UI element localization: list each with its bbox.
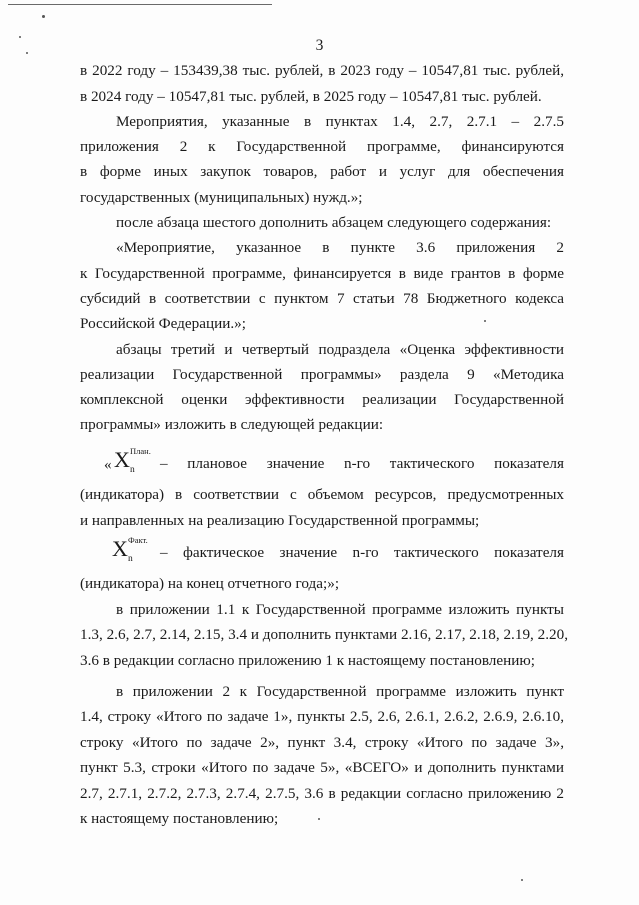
text-line: приложения 2 к Государственной программе, финансируются <box>80 138 564 155</box>
formula-plan <box>80 446 564 485</box>
text-line: 1.3, 2.6, 2.7, 2.14, 2.15, 3.4 и дополнить пунктами 2.16, 2.17, 2.18, 2.19, 2.20, <box>80 626 569 643</box>
formula-variable: X <box>112 536 128 561</box>
formula-open-quote: « <box>104 456 112 473</box>
text-line: Российской Федерации.»; <box>80 315 246 332</box>
formula-subscript: n <box>128 554 133 564</box>
scan-speck <box>318 818 320 820</box>
text-line: «Мероприятие, указанное в пункте 3.6 приложения 2 <box>116 239 564 256</box>
text-line: государственных (муниципальных) нужд.»; <box>80 189 363 206</box>
text-line: Мероприятия, указанные в пунктах 1.4, 2.7, 2.7.1 – 2.7.5 <box>116 113 564 130</box>
scan-top-line <box>8 4 272 5</box>
text-line: пункт 5.3, строки «Итого по задаче 5», «ВСЕГО» и дополнить пунктами <box>80 759 564 776</box>
formula-description: – фактическое значение n-го тактического показателя <box>160 544 564 561</box>
formula-subscript: n <box>130 465 135 475</box>
text-line: субсидий в соответствии с пунктом 7 статьи 78 Бюджетного кодекса <box>80 290 564 307</box>
text-line: строку «Итого по задаче 2», пункт 3.4, строку «Итого по задаче 3», <box>80 734 564 751</box>
text-line: комплексной оценки эффективности реализации Государственной <box>80 391 564 408</box>
page-number: 3 <box>315 37 324 54</box>
formula-superscript: Факт. <box>128 535 148 545</box>
text-line: реализации Государственной программы» раздела 9 «Методика <box>80 366 564 383</box>
text-line: абзацы третий и четвертый подраздела «Оценка эффективности <box>116 341 564 358</box>
formula-fact <box>80 535 564 574</box>
scan-speck <box>42 15 45 18</box>
formula-superscript: План. <box>130 446 151 456</box>
scan-speck <box>521 879 523 881</box>
text-line: в 2022 году – 153439,38 тыс. рублей, в 2023 году – 10547,81 тыс. рублей, <box>80 62 564 79</box>
text-line: после абзаца шестого дополнить абзацем следующего содержания: <box>116 214 552 231</box>
formula-variable: X <box>114 447 130 472</box>
text-line: 3.6 в редакции согласно приложению 1 к настоящему постановлению; <box>80 652 535 669</box>
text-line: 2.7, 2.7.1, 2.7.2, 2.7.3, 2.7.4, 2.7.5, 3.6 в редакции согласно приложению 2 <box>80 785 564 802</box>
text-line: в приложении 1.1 к Государственной программе изложить пункты <box>116 601 564 618</box>
text-line: 1.4, строку «Итого по задаче 1», пункты 2.5, 2.6, 2.6.1, 2.6.2, 2.6.9, 2.6.10, <box>80 708 564 725</box>
text-line: к настоящему постановлению; <box>80 810 279 827</box>
text-line: программы» изложить в следующей редакции: <box>80 416 384 433</box>
text-line: к Государственной программе, финансируется в виде грантов в форме <box>80 265 564 282</box>
text-line: (индикатора) на конец отчетного года;»; <box>80 575 340 592</box>
text-line: в приложении 2 к Государственной программе изложить пункт <box>116 683 564 700</box>
scan-speck <box>484 320 486 322</box>
formula-description: – плановое значение n-го тактического показателя <box>160 455 564 472</box>
text-line: в форме иных закупок товаров, работ и услуг для обеспечения <box>80 163 564 180</box>
text-line: и направленных на реализацию Государственной программы; <box>80 512 480 529</box>
text-line: (индикатора) в соответствии с объемом ресурсов, предусмотренных <box>80 486 564 503</box>
text-line: в 2024 году – 10547,81 тыс. рублей, в 2025 году – 10547,81 тыс. рублей. <box>80 88 542 105</box>
